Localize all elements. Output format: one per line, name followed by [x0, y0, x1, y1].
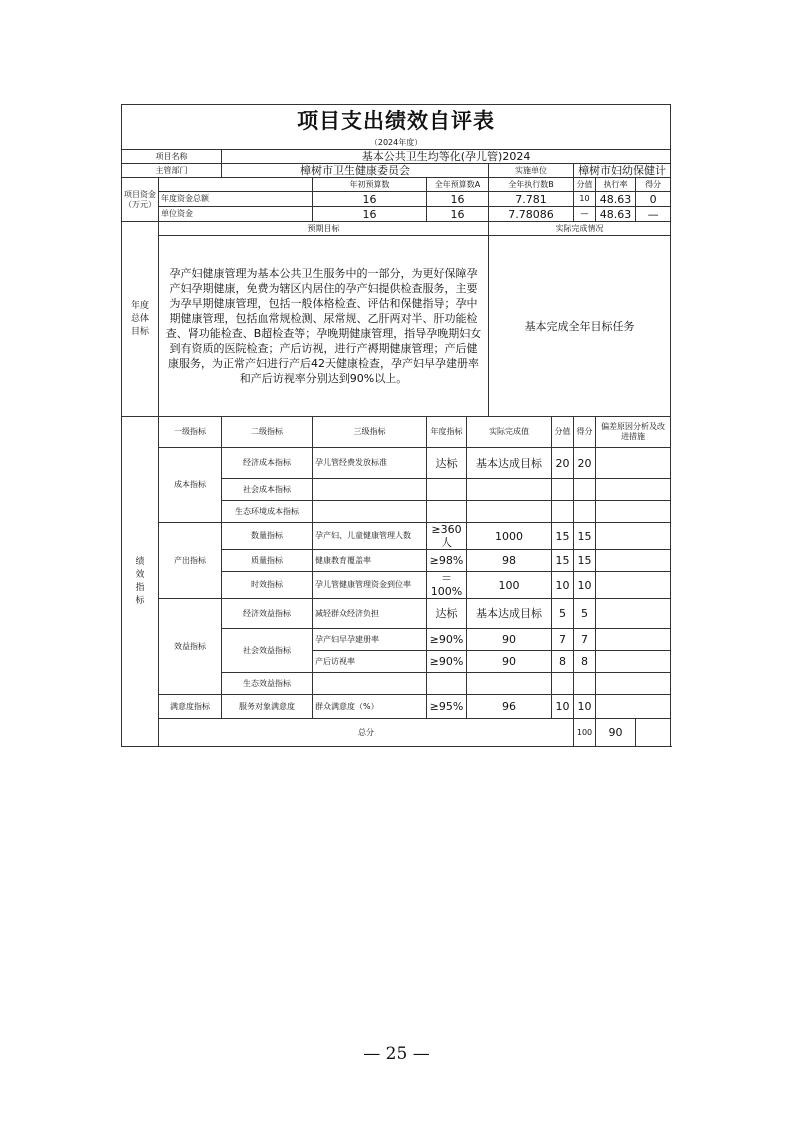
row-l2: 时效指标 [222, 572, 313, 599]
level1-benefit: 效益指标 [159, 599, 222, 695]
row-actual [467, 501, 552, 523]
row-score [552, 479, 574, 501]
funds-header-initial: 年初预算数 [313, 178, 427, 192]
row-score [552, 501, 574, 523]
perf-header-l1: 一级指标 [159, 417, 222, 448]
perf-header-deviation: 偏差原因分析及改进措施 [596, 417, 671, 448]
row-l3 [313, 501, 427, 523]
funds-header-score: 分值 [574, 178, 596, 192]
row-target: ≥360人 [427, 523, 467, 550]
row-l2: 生态效益指标 [222, 673, 313, 695]
row-target: ≥95% [427, 695, 467, 719]
row-got: 7 [574, 629, 596, 651]
row-got [574, 479, 596, 501]
row-target [427, 501, 467, 523]
row-deviation [596, 501, 671, 523]
row-score: 15 [552, 523, 574, 550]
row-actual: 1000 [467, 523, 552, 550]
row-actual: 基本达成目标 [467, 448, 552, 479]
row-got: 20 [574, 448, 596, 479]
perf-header-actual: 实际完成值 [467, 417, 552, 448]
row-deviation [596, 572, 671, 599]
row-deviation [596, 651, 671, 673]
funds-unit-got: — [636, 207, 671, 222]
row-actual: 90 [467, 651, 552, 673]
row-actual: 基本达成目标 [467, 599, 552, 629]
row-got: 8 [574, 651, 596, 673]
funds-total-got: 0 [636, 192, 671, 207]
total-score: 100 [574, 719, 596, 747]
row-deviation [596, 448, 671, 479]
row-score: 20 [552, 448, 574, 479]
funds-label: 项目资金（万元） [122, 178, 159, 222]
row-actual [467, 479, 552, 501]
row-target: ＝100% [427, 572, 467, 599]
row-target [427, 673, 467, 695]
row-actual: 96 [467, 695, 552, 719]
perf-header-target: 年度指标 [427, 417, 467, 448]
row-target: 达标 [427, 448, 467, 479]
funds-row-total-name: 年度资金总额 [159, 192, 313, 207]
row-got: 15 [574, 523, 596, 550]
total-deviation [636, 719, 671, 747]
project-name-value: 基本公共卫生均等化(孕儿管)2024 [222, 150, 671, 164]
funds-header-rate: 执行率 [596, 178, 636, 192]
row-target: ≥90% [427, 629, 467, 651]
evaluation-table [121, 104, 671, 747]
actual-result-header: 实际完成情况 [489, 222, 671, 236]
row-l2: 服务对象满意度 [222, 695, 313, 719]
funds-header-executed: 全年执行数B [489, 178, 574, 192]
row-got: 15 [574, 550, 596, 572]
funds-unit-executed: 7.78086 [489, 207, 574, 222]
funds-row-unit-name: 单位资金 [159, 207, 313, 222]
row-l3: 孕儿管健康管理资金到位率 [313, 572, 427, 599]
impl-unit-label: 实施单位 [489, 164, 574, 178]
total-got: 90 [596, 719, 636, 747]
row-l3: 孕产妇、儿童健康管理人数 [313, 523, 427, 550]
row-actual: 100 [467, 572, 552, 599]
row-l3: 产后访视率 [313, 651, 427, 673]
row-score: 5 [552, 599, 574, 629]
level1-cost: 成本指标 [159, 448, 222, 523]
row-l2: 生态环境成本指标 [222, 501, 313, 523]
expected-goal-header: 预期目标 [159, 222, 489, 236]
perf-header-l2: 二级指标 [222, 417, 313, 448]
row-deviation [596, 550, 671, 572]
annual-goal-label: 年度总体目标 [122, 222, 159, 417]
funds-unit-initial: 16 [313, 207, 427, 222]
row-got: 10 [574, 572, 596, 599]
impl-unit-value: 樟树市妇幼保健计 [574, 164, 671, 178]
row-target: 达标 [427, 599, 467, 629]
level1-satisfaction: 满意度指标 [159, 695, 222, 719]
row-l3: 健康教育覆盖率 [313, 550, 427, 572]
row-score: 15 [552, 550, 574, 572]
row-l2: 社会成本指标 [222, 479, 313, 501]
row-l3: 孕产妇早孕建册率 [313, 629, 427, 651]
row-l2: 社会效益指标 [222, 629, 313, 673]
row-l2: 质量指标 [222, 550, 313, 572]
row-deviation [596, 673, 671, 695]
row-actual: 98 [467, 550, 552, 572]
perf-header-l3: 三级指标 [313, 417, 427, 448]
row-l3 [313, 673, 427, 695]
project-name-label: 项目名称 [122, 150, 222, 164]
dept-value: 樟树市卫生健康委员会 [222, 164, 489, 178]
row-actual: 90 [467, 629, 552, 651]
row-got [574, 501, 596, 523]
funds-unit-score: — [574, 207, 596, 222]
row-deviation [596, 695, 671, 719]
actual-result-text: 基本完成全年目标任务 [489, 236, 671, 417]
level1-output: 产出指标 [159, 523, 222, 599]
row-score: 10 [552, 695, 574, 719]
performance-self-evaluation-sheet [121, 104, 670, 747]
row-deviation [596, 629, 671, 651]
row-score [552, 673, 574, 695]
funds-header-blank [159, 178, 313, 192]
row-got: 10 [574, 695, 596, 719]
total-label: 总分 [159, 719, 574, 747]
form-title: 项目支出绩效自评表 [122, 105, 671, 138]
dept-label: 主管部门 [122, 164, 222, 178]
row-target [427, 479, 467, 501]
row-l2: 数量指标 [222, 523, 313, 550]
row-l3: 群众满意度（%） [313, 695, 427, 719]
row-got [574, 673, 596, 695]
row-score: 10 [552, 572, 574, 599]
funds-unit-annual: 16 [427, 207, 489, 222]
expected-goal-text: 孕产妇健康管理为基本公共卫生服务中的一部分，为更好保障孕产妇孕期健康，免费为辖区内居住的孕产妇提供检查服务，主要为孕早期健康管理，包括一般体格检查、评估和保健指导；孕中期健康管理，包括血常规检测、尿常规、乙肝两对半、肝功能检查、肾功能检查、B超检查等；孕晚期健康管理，指导孕晚期妇女到有资质的医院检查；产后访视，进行产褥期健康管理；产后健康服务，为正常产妇进行产后42天健康检查，孕产妇早孕建册率和产后访视率分别达到90%以上。 [159, 236, 489, 417]
page-number: — 25 — [363, 1044, 430, 1064]
row-target: ≥98% [427, 550, 467, 572]
row-deviation [596, 599, 671, 629]
funds-header-got: 得分 [636, 178, 671, 192]
row-l3: 孕儿管经费发放标准 [313, 448, 427, 479]
row-score: 7 [552, 629, 574, 651]
row-deviation [596, 479, 671, 501]
funds-total-score: 10 [574, 192, 596, 207]
funds-total-rate: 48.63 [596, 192, 636, 207]
row-got: 5 [574, 599, 596, 629]
row-l2: 经济成本指标 [222, 448, 313, 479]
perf-header-score: 分值 [552, 417, 574, 448]
row-l3: 减轻群众经济负担 [313, 599, 427, 629]
funds-unit-rate: 48.63 [596, 207, 636, 222]
funds-total-initial: 16 [313, 192, 427, 207]
funds-total-executed: 7.781 [489, 192, 574, 207]
funds-total-annual: 16 [427, 192, 489, 207]
row-l2: 经济效益指标 [222, 599, 313, 629]
perf-header-got: 得分 [574, 417, 596, 448]
form-year: （2024年度） [122, 137, 671, 150]
perf-indicator-label: 绩效指标 [122, 417, 159, 747]
row-l3 [313, 479, 427, 501]
row-deviation [596, 523, 671, 550]
funds-header-annual: 全年预算数A [427, 178, 489, 192]
row-score: 8 [552, 651, 574, 673]
row-actual [467, 673, 552, 695]
row-target: ≥90% [427, 651, 467, 673]
